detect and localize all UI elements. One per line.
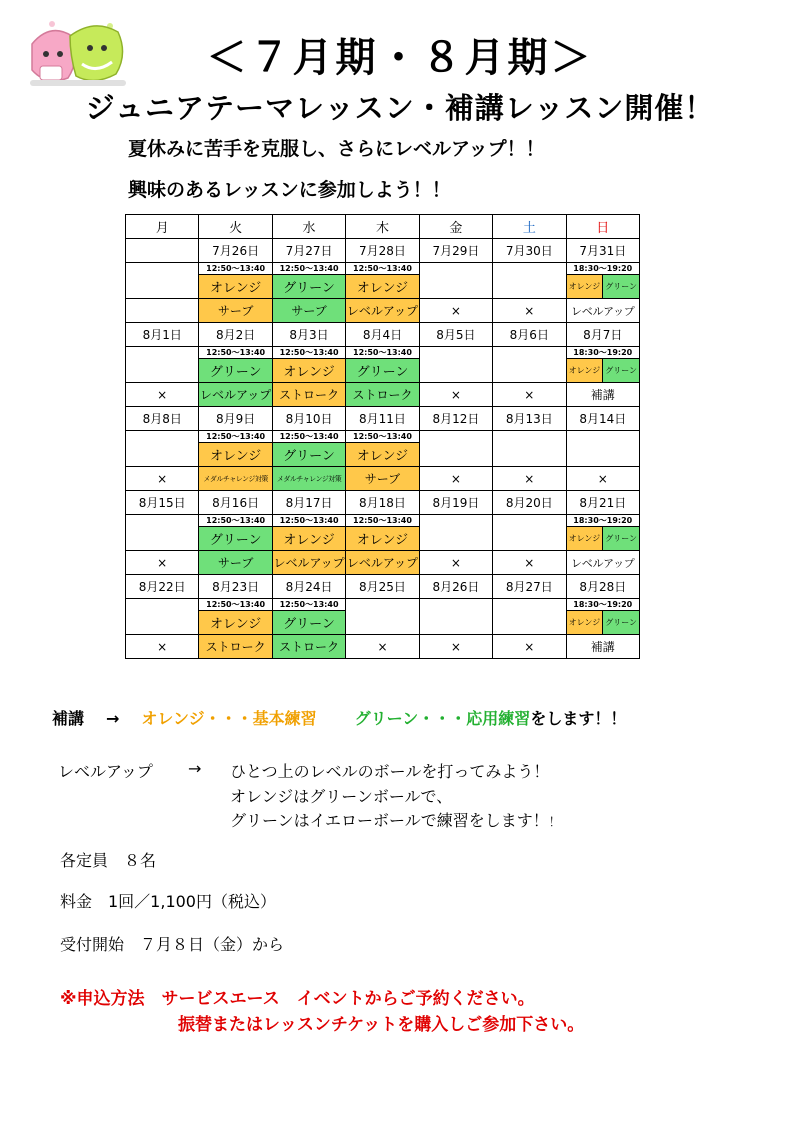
topic-cell-sat: × [493,299,566,323]
empty-slot-mon [126,431,199,467]
hokou-note [52,706,626,729]
time-cell-tue: 12:50～13:40 [199,431,272,443]
time-cell-wed: 12:50～13:40 [272,599,345,611]
empty-slot-fri [419,347,492,383]
topic-cell-mon: × [126,551,199,575]
levelup-line-2: オレンジはグリーンボールで、 [230,787,453,806]
date-cell-fri: 7月29日 [419,239,492,263]
topic-cell-sun: 補講 [566,383,639,407]
date-row [126,407,640,431]
empty-slot-sat [493,431,566,467]
topic-cell-tue: レベルアップ [199,383,272,407]
date-cell-sun: 8月14日 [566,407,639,431]
date-row [126,239,640,263]
date-cell-tue: 8月16日 [199,491,272,515]
class-cell-sun [566,359,639,383]
class-orange: オレンジ [567,275,603,298]
lesson-calendar [125,214,640,659]
class-cell-thu: オレンジ [346,275,419,299]
topic-cell-thu: × [346,635,419,659]
class-split [567,527,639,550]
date-cell-thu: 7月28日 [346,239,419,263]
time-row [126,599,640,611]
date-cell-fri: 8月5日 [419,323,492,347]
time-cell-wed: 12:50～13:40 [272,431,345,443]
empty-slot-mon [126,263,199,299]
date-cell-wed: 8月10日 [272,407,345,431]
date-cell-wed: 8月3日 [272,323,345,347]
empty-slot-mon [126,347,199,383]
weekday-mon: 月 [126,215,199,239]
topic-cell-fri: × [419,635,492,659]
topic-row [126,551,640,575]
time-cell-tue: 12:50～13:40 [199,263,272,275]
class-orange: オレンジ [567,611,603,634]
date-cell-tue: 8月9日 [199,407,272,431]
topic-cell-wed: サーブ [272,299,345,323]
time-row [126,263,640,275]
time-cell-sun: 18:30～19:20 [566,347,639,359]
time-cell-thu: 12:50～13:40 [346,347,419,359]
calendar-body [126,239,640,659]
topic-cell-sat: × [493,467,566,491]
weekday-tue: 火 [199,215,272,239]
empty-slot-fri [419,263,492,299]
reception-text: 受付開始 ７月８日（金）から [60,935,285,954]
time-cell-tue: 12:50～13:40 [199,599,272,611]
weekday-thu: 木 [346,215,419,239]
date-cell-sun: 8月28日 [566,575,639,599]
topic-cell-tue: ストローク [199,635,272,659]
class-cell-tue: オレンジ [199,443,272,467]
class-cell-wed: グリーン [272,443,345,467]
levelup-label: レベルアップ [58,762,153,781]
time-cell-thu: 12:50～13:40 [346,431,419,443]
topic-row [126,383,640,407]
empty-slot-mon [126,515,199,551]
hokou-label: 補講 [52,709,85,728]
class-cell-tue: グリーン [199,527,272,551]
time-cell-sun: 18:30～19:20 [566,599,639,611]
weekday-wed: 水 [272,215,345,239]
topic-cell-sun: × [566,467,639,491]
date-cell-thu: 8月11日 [346,407,419,431]
date-cell-wed: 7月27日 [272,239,345,263]
topic-cell-mon [126,299,199,323]
class-cell-thu: グリーン [346,359,419,383]
weekday-sat: 土 [493,215,566,239]
date-cell-tue: 8月2日 [199,323,272,347]
topic-cell-sat: × [493,635,566,659]
topic-cell-mon: × [126,635,199,659]
class-green: グリーン [602,359,639,382]
date-cell-sun: 7月31日 [566,239,639,263]
class-cell-thu: オレンジ [346,443,419,467]
class-cell-wed: グリーン [272,275,345,299]
date-cell-wed: 8月24日 [272,575,345,599]
time-row [126,431,640,443]
class-green: グリーン [602,275,639,298]
class-orange: オレンジ [567,527,603,550]
empty-slot-fri [419,515,492,551]
date-cell-mon: 8月1日 [126,323,199,347]
date-cell-sat: 8月27日 [493,575,566,599]
green-description: グリーン・・・応用練習 [354,709,531,728]
time-row [126,515,640,527]
date-cell-sun: 8月7日 [566,323,639,347]
topic-cell-wed: メダルチャレンジ対策 [272,467,345,491]
date-cell-sun: 8月21日 [566,491,639,515]
class-cell-sun [566,527,639,551]
date-row [126,575,640,599]
topic-cell-fri: × [419,383,492,407]
topic-cell-sun: レベルアップ [566,299,639,323]
time-cell-thu: 12:50～13:40 [346,263,419,275]
topic-row [126,467,640,491]
class-cell-thu: オレンジ [346,527,419,551]
topic-cell-thu: サーブ [346,467,419,491]
topic-cell-mon: × [126,467,199,491]
date-row [126,491,640,515]
empty-slot-sun [566,431,639,467]
date-cell-wed: 8月17日 [272,491,345,515]
orange-description: オレンジ・・・基本練習 [141,709,317,728]
empty-slot-sat [493,347,566,383]
topic-row [126,299,640,323]
date-cell-mon: 8月15日 [126,491,199,515]
class-split [567,359,639,382]
levelup-line-1: ひとつ上のレベルのボールを打ってみよう！ [230,762,550,781]
topic-row [126,635,640,659]
topic-cell-mon: × [126,383,199,407]
time-cell-sun: 18:30～19:20 [566,263,639,275]
page-subtitle: ジュニアテーマレッスン・補講レッスン開催！ [85,91,715,125]
topic-cell-tue: サーブ [199,299,272,323]
levelup-line-3-text: グリーンはイエローボールで練習をします！ [230,811,549,830]
topic-cell-fri: × [419,551,492,575]
date-cell-fri: 8月26日 [419,575,492,599]
class-split [567,611,639,634]
date-cell-sat: 8月20日 [493,491,566,515]
class-cell-wed: オレンジ [272,359,345,383]
time-cell-tue: 12:50～13:40 [199,515,272,527]
class-green: グリーン [602,527,639,550]
date-cell-thu: 8月25日 [346,575,419,599]
topic-cell-sun: 補講 [566,635,639,659]
time-row [126,347,640,359]
date-cell-tue: 8月23日 [199,575,272,599]
class-cell-wed: オレンジ [272,527,345,551]
empty-slot-mon [126,599,199,635]
topic-cell-thu: レベルアップ [346,551,419,575]
topic-cell-fri: × [419,299,492,323]
topic-cell-sun: レベルアップ [566,551,639,575]
class-cell-tue: グリーン [199,359,272,383]
time-cell-thu: 12:50～13:40 [346,515,419,527]
date-cell-fri: 8月12日 [419,407,492,431]
date-cell-fri: 8月19日 [419,491,492,515]
topic-cell-thu: レベルアップ [346,299,419,323]
apply-method-line-2: 振替またはレッスンチケットを購入しご参加下さい。 [178,1015,585,1035]
class-cell-tue: オレンジ [199,611,272,635]
weekday-sun: 日 [566,215,639,239]
levelup-line-3-end: ！ [548,815,561,829]
topic-cell-wed: ストローク [272,383,345,407]
date-cell-tue: 7月26日 [199,239,272,263]
class-cell-sun [566,611,639,635]
weekday-fri: 金 [419,215,492,239]
date-row [126,323,640,347]
hokou-arrow: → [106,709,120,728]
apply-method-line-1: ※申込方法 サービスエース イベントからご予約ください。 [60,989,535,1009]
time-cell-tue: 12:50～13:40 [199,347,272,359]
hokou-ending: をします！！ [530,709,627,728]
class-green: グリーン [602,611,639,634]
time-cell-wed: 12:50～13:40 [272,347,345,359]
time-cell-sun: 18:30～19:20 [566,515,639,527]
topic-cell-sat: × [493,551,566,575]
capacity-text: 各定員 ８名 [60,851,157,870]
time-cell-wed: 12:50～13:40 [272,515,345,527]
class-cell-sun [566,275,639,299]
empty-slot-fri [419,599,492,635]
date-cell-thu: 8月18日 [346,491,419,515]
class-split [567,275,639,298]
class-cell-tue: オレンジ [199,275,272,299]
levelup-arrow: → [188,759,202,778]
date-cell-thu: 8月4日 [346,323,419,347]
intro-line-1: 夏休みに苦手を克服し、さらにレベルアップ！！ [128,138,545,160]
empty-slot-sat [493,515,566,551]
weekday-header-row [126,215,640,239]
date-cell-mon: 8月8日 [126,407,199,431]
date-cell-mon: 8月22日 [126,575,199,599]
empty-slot-sat [493,263,566,299]
topic-cell-tue: メダルチャレンジ対策 [199,467,272,491]
topic-cell-wed: ストローク [272,635,345,659]
date-cell-sat: 7月30日 [493,239,566,263]
class-orange: オレンジ [567,359,603,382]
empty-slot-sat [493,599,566,635]
class-cell-wed: グリーン [272,611,345,635]
date-cell-sat: 8月13日 [493,407,566,431]
date-cell-mon [126,239,199,263]
topic-cell-wed: レベルアップ [272,551,345,575]
time-cell-wed: 12:50～13:40 [272,263,345,275]
empty-slot-thu [346,599,419,635]
intro-line-2: 興味のあるレッスンに参加しよう！！ [128,179,451,201]
date-cell-sat: 8月6日 [493,323,566,347]
page-title: ＜７月期・８月期＞ [206,35,594,81]
topic-cell-fri: × [419,467,492,491]
topic-cell-sat: × [493,383,566,407]
empty-slot-fri [419,431,492,467]
fee-text: 料金 1回／1,100円（税込） [60,892,276,911]
topic-cell-thu: ストローク [346,383,419,407]
topic-cell-tue: サーブ [199,551,272,575]
levelup-line-3 [230,808,561,831]
